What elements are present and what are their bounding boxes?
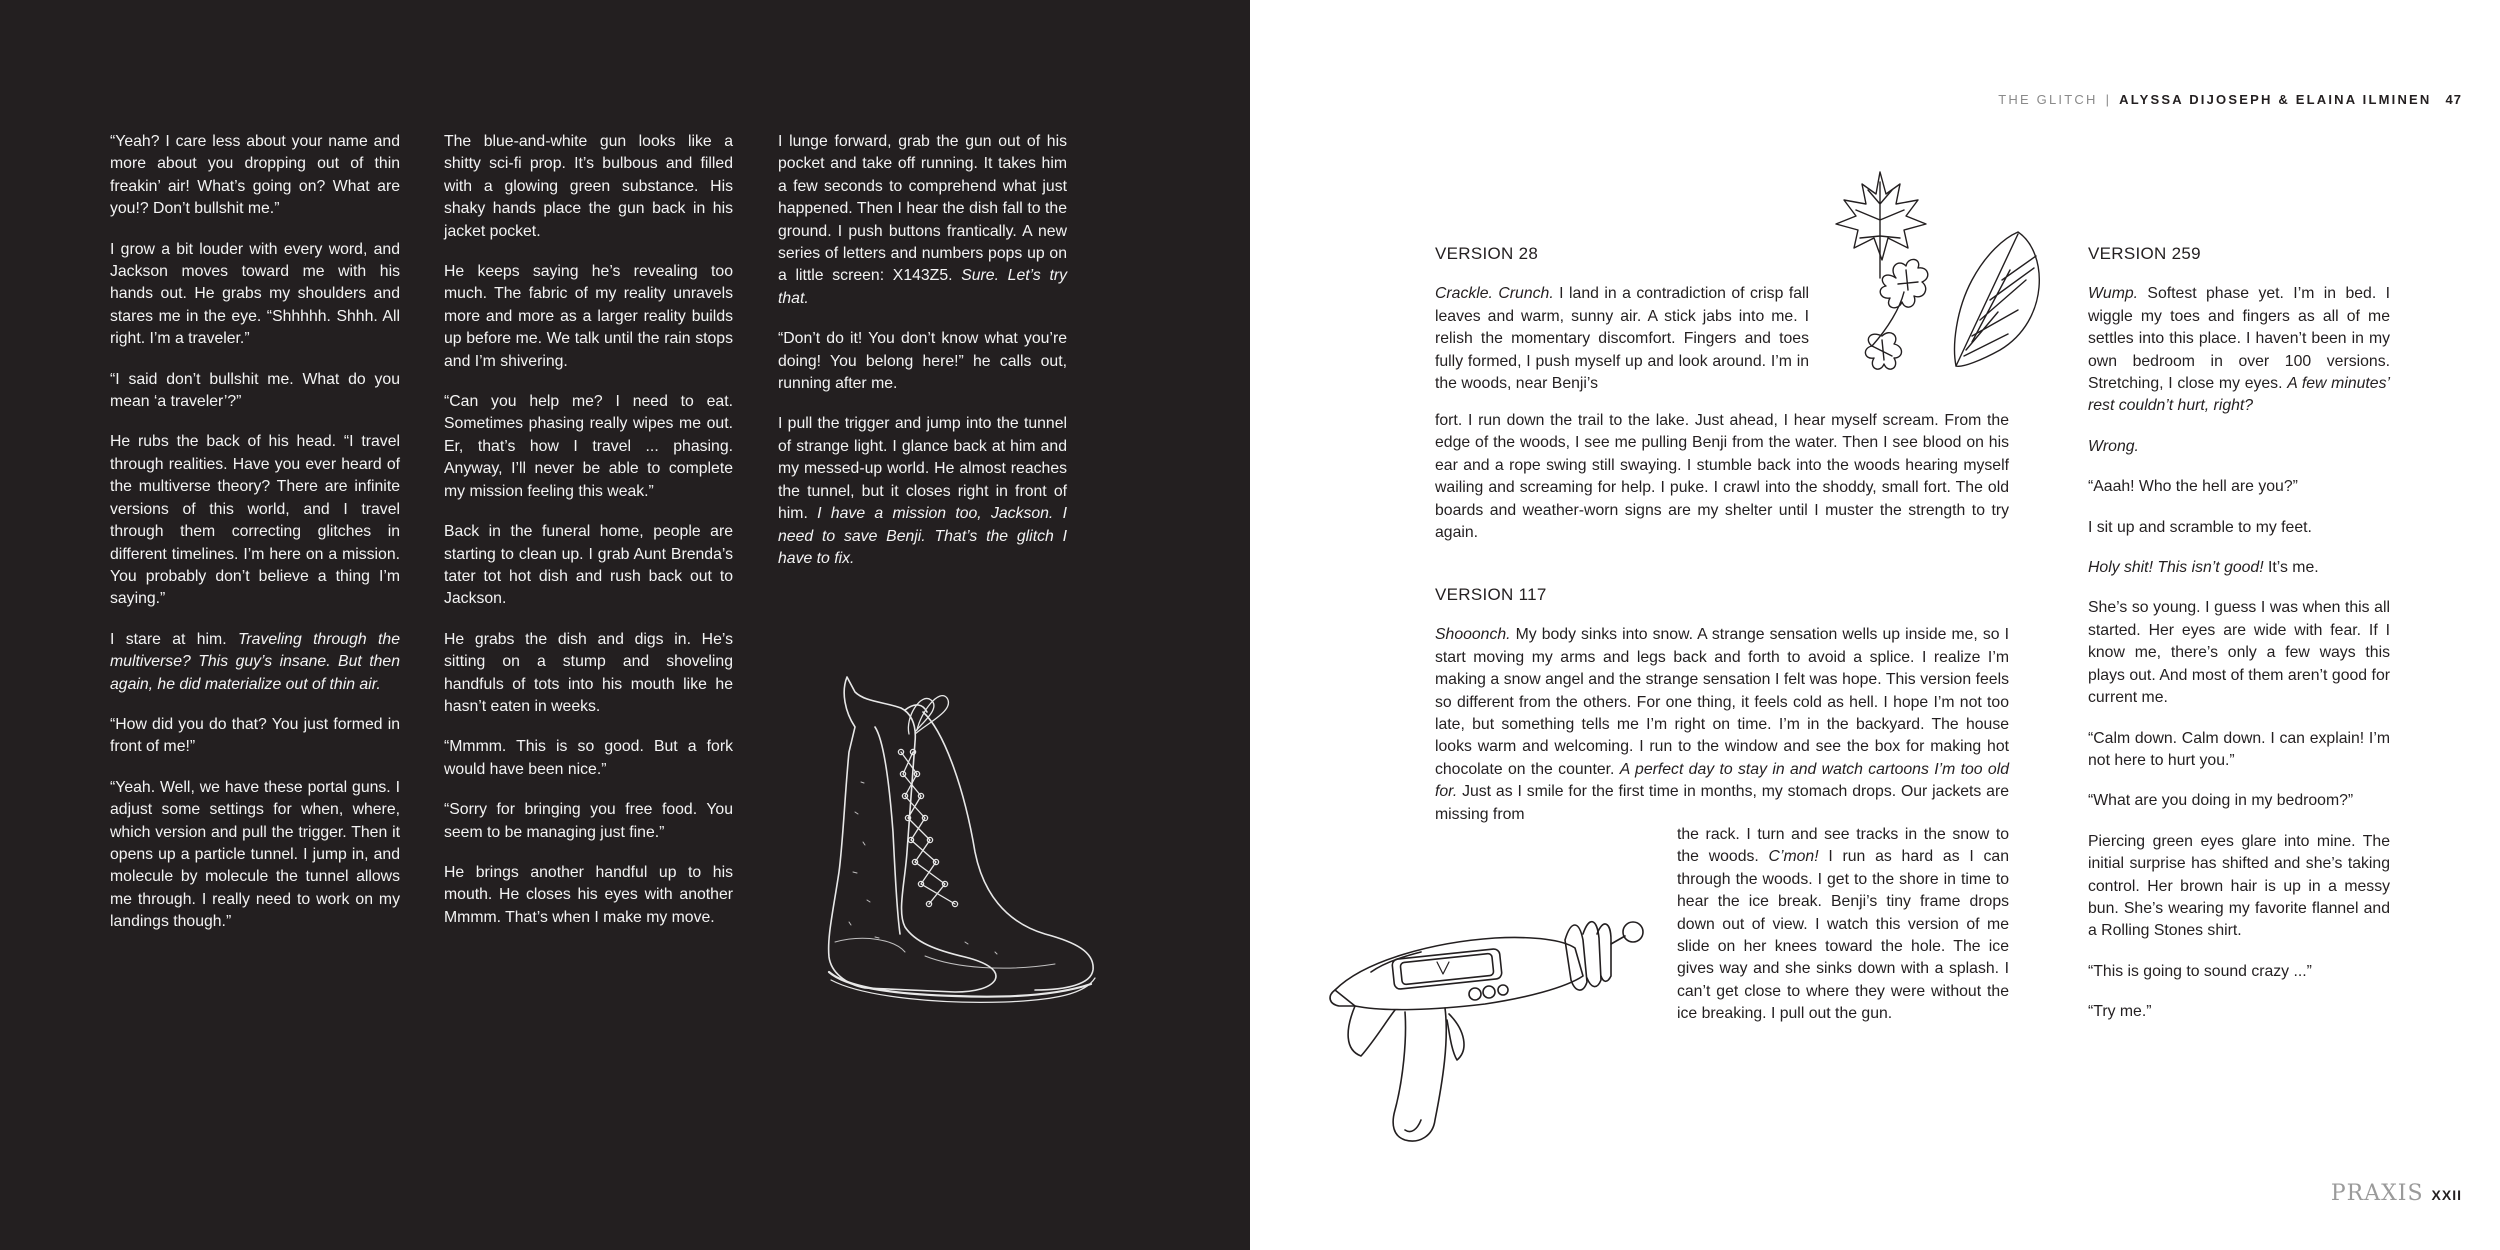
- italic-thought: A few minutes’ rest couldn’t hurt, right?: [2088, 375, 2390, 415]
- paragraph: “Yeah? I care less about your name and more about you dropping out of thin freakin’ air! What’s going on? What are you!? Don’t bullshit me.”: [110, 133, 400, 218]
- paragraph: The blue-and-white gun looks like a shitty sci-fi prop. It’s bulbous and filled with a glowing green substance. His shaky hands place the gun back in his jacket pocket.: [444, 133, 733, 240]
- version-259-section: [2088, 243, 2390, 1024]
- version-117-continued: [1677, 824, 2009, 1026]
- section-heading: VERSION 259: [2088, 244, 2201, 263]
- leaves-illustration: [1822, 160, 2052, 390]
- paragraph: [1677, 824, 2009, 1026]
- paragraph: “Can you help me? I need to eat. Sometimes phasing really wipes me out. Er, that’s how I travel ... phasing. Anyway, I’ll never be able to complete my mission feeling this weak.”: [444, 393, 733, 500]
- paragraph: “Yeah. Well, we have these portal guns. I adjust some settings for when, where, which version and pull the trigger. Then it opens up a particle tunnel. I jump in, and molecule by molecule the tunnel allows me through. I really need to work on my landings though.”: [110, 778, 400, 931]
- text-run: I land in a contradiction of crisp fall leaves and warm, sunny air. A stick jabs into me. I relish the momentary discomfort. Fingers and toes fully formed, I push myself up and look around. I’m in the woods, near Benji’s: [1435, 285, 1810, 393]
- paragraph: He keeps saying he’s revealing too much. The fabric of my reality unravels more and more as a larger reality builds up before me. We talk until the rain stops and I’m shivering.: [444, 263, 733, 370]
- italic-sound: Shooonch.: [1435, 626, 1511, 644]
- raygun-illustration: [1325, 880, 1655, 1160]
- paragraph: “Calm down. Calm down. I can explain! I’m not here to hurt you.”: [2088, 729, 2390, 769]
- praxis-logo: PRAXIS: [2330, 1181, 2424, 1206]
- header-separator: |: [2105, 92, 2112, 107]
- story-authors: ALYSSA DIJOSEPH & ELAINA ILMINEN: [2119, 92, 2432, 107]
- paragraph: He grabs the dish and digs in. He’s sitting on a stump and shoveling handfuls of tots into his mouth like he hasn’t eaten in weeks.: [444, 630, 733, 715]
- text-run: Softest phase yet. I’m in bed. I wiggle my toes and fingers as all of me settles into this place. I haven’t been in my own bedroom in over 100 versions. Stretching, I close my eyes.: [2088, 285, 2390, 393]
- paragraph: fort. I run down the trail to the lake. Just ahead, I hear myself scream. From the edge of the woods, I see me pulling Benji from the water. Then I see blood on his ear and a rope swing still swaying. I stumble back into the woods hearing myself wailing and screaming for help. I puke. I crawl into the shoddy, small fort. The old boards and weather-worn signs are my shelter until I muster the strength to try again.: [1435, 412, 2009, 542]
- italic-thought: Sure. Let’s try that.: [778, 267, 1067, 307]
- paragraph: “Aaah! Who the hell are you?”: [2088, 478, 2298, 496]
- left-column-3: [778, 131, 1067, 570]
- paragraph: “This is going to sound crazy ...”: [2088, 962, 2312, 980]
- italic-sound: Crackle. Crunch.: [1435, 285, 1554, 303]
- paragraph: He brings another handful up to his mouth. He closes his eyes with another Mmmm. That’s when I make my move.: [444, 863, 733, 926]
- paragraph: “Mmmm. This is so good. But a fork would have been nice.”: [444, 738, 733, 778]
- paragraph: “What are you doing in my bedroom?”: [2088, 792, 2354, 810]
- footer: [2331, 1181, 2462, 1206]
- italic-thought: A perfect day to stay in and watch cartoons I’m too old for.: [1435, 760, 2009, 801]
- left-column-1: [110, 131, 400, 934]
- italic-thought: Traveling through the multiverse? This guy’s insane. But then again, he did materialize out of thin air.: [110, 630, 400, 693]
- paragraph: [2088, 436, 2390, 458]
- text-run: I pull the trigger and jump into the tunnel of strange light. I glance back at him and my messed-up world. He almost reaches the tunnel, but it closes right in front of him.: [778, 415, 1067, 523]
- italic-thought: I have a mission too, Jackson. I need to save Benji. That’s the glitch I have to fix.: [778, 505, 1068, 567]
- paragraph: “How did you do that? You just formed in front of me!”: [110, 715, 400, 756]
- paragraph: Back in the funeral home, people are starting to clean up. I grab Aunt Brenda’s tater tot hot dish and rush back out to Jackson.: [444, 523, 733, 608]
- left-column-2: [444, 131, 733, 929]
- version-28-continued: [1435, 410, 2009, 544]
- paragraph: I grow a bit louder with every word, and Jackson moves toward me with his hands out. He grabs my shoulders and stares me in the eye. “Shhhhh. Shhh. All right. I’m a traveler.”: [110, 240, 400, 348]
- italic-sound: Wump.: [2088, 285, 2139, 303]
- paragraph: “Try me.”: [2088, 1003, 2152, 1021]
- paragraph: “Don’t do it! You don’t know what you’re doing! You belong here!” he calls out, running after me.: [778, 330, 1067, 393]
- version-28-section: [1435, 243, 1809, 395]
- version-117-section: [1435, 584, 2009, 826]
- paragraph: [778, 131, 1067, 310]
- running-header: [1998, 92, 2462, 107]
- paragraph: [1435, 624, 2009, 826]
- paragraph: “Sorry for bringing you free food. You seem to be managing just fine.”: [444, 801, 733, 841]
- paragraph: [2088, 283, 2390, 417]
- paragraph: [2088, 557, 2390, 579]
- text-run: the rack. I turn and see tracks in the snow to the woods.: [1677, 826, 2009, 866]
- text-run: My body sinks into snow. A strange sensation wells up inside me, so I start moving my arms and legs back and forth to avoid a splice. I realize I’m making a snow angel and the strange sensation I felt was hope. This version feels so different from the others. For one thing, it feels cold as hell. I hope I’m not too late, but something tells me I’m right on time. I’m in the backyard. The house looks warm and welcoming. I run to the window and see the box for making hot chocolate on the counter.: [1435, 626, 2009, 778]
- paragraph: Piercing green eyes glare into mine. The initial surprise has shifted and she’s taking control. Her brown hair is up in a messy bun. She’s wearing my favorite flannel and a Rolling Stones shirt.: [2088, 832, 2390, 940]
- text-run: Just as I smile for the first time in months, my stomach drops. Our jackets are missing from: [1435, 783, 2009, 823]
- paragraph: [778, 413, 1067, 570]
- italic-thought: Holy shit! This isn’t good!: [2088, 559, 2264, 577]
- section-heading: VERSION 28: [1435, 244, 1539, 263]
- journal-title: THE GLITCH: [1998, 92, 2098, 107]
- paragraph: “I said don’t bullshit me. What do you mean ‘a traveler’?”: [110, 370, 400, 411]
- paragraph: I sit up and scramble to my feet.: [2088, 518, 2312, 536]
- boot-illustration: [805, 672, 1105, 1007]
- text-run: I lunge forward, grab the gun out of his pocket and take off running. It takes him a few seconds to comprehend what just happened. Then I hear the dish fall to the ground. I push buttons frantically. A new series of letters and numbers pops up on a little screen: X143Z5.: [778, 133, 1067, 285]
- text-run: I stare at him.: [110, 630, 238, 648]
- paragraph: He rubs the back of his head. “I travel through realities. Have you ever heard of the multiverse theory? There are infinite versions of this world, and I travel through them correcting glitches in different timelines. I’m here on a mission. You probably don’t believe a thing I’m saying.”: [110, 433, 400, 608]
- page-number: 47: [2445, 92, 2462, 107]
- paragraph: [1435, 283, 1809, 395]
- italic-thought: C’mon!: [1768, 848, 1819, 866]
- italic-thought: Wrong.: [2088, 437, 2139, 455]
- text-run: It’s me.: [2263, 559, 2319, 577]
- roman-page-number: XXII: [2431, 1187, 2462, 1203]
- paragraph: [110, 629, 400, 696]
- section-heading: VERSION 117: [1435, 585, 1547, 604]
- text-run: I run as hard as I can through the woods. I get to the shore in time to hear the ice break. Benji’s tiny frame drops down out of view. I watch this version of me slide on her knees toward the hole. The ice gives way and she sinks down with a splash. I can’t get close to where they were without the ice breaking. I pull out the gun.: [1677, 848, 2009, 1023]
- paragraph: She’s so young. I guess I was when this all started. Her eyes are wide with fear. If I know me, there’s only a few ways this plays out. And most of them aren’t good for current me.: [2088, 599, 2390, 707]
